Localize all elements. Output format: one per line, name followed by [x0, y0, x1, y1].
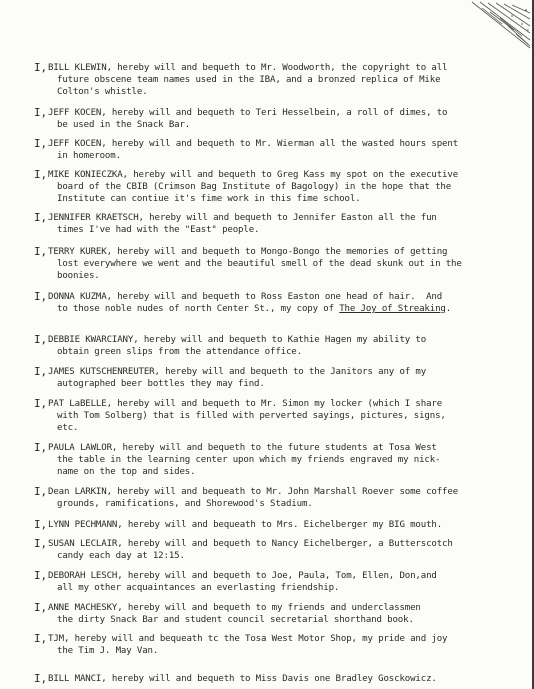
bequest-line: grounds, ramifications, and Shorewood's Stadium.: [57, 499, 313, 509]
bequest-text: [48, 212, 504, 236]
bequest-text: [48, 538, 504, 562]
bequest-entry: [34, 398, 504, 434]
bequest-text: [48, 673, 504, 685]
bequest-line: TJM, hereby will and bequeath tc the Tosa West Motor Shop, my pride and joy: [48, 634, 448, 644]
bequest-lead: I,: [34, 441, 47, 454]
bequest-entry: [34, 334, 504, 358]
bequest-line: SUSAN LECLAIR, hereby will and bequeth to Nancy Eichelberger, a Butterscotch: [48, 539, 453, 549]
bequest-entry: [34, 62, 504, 98]
bequest-line: Dean LARKIN, hereby will and bequeath to Mr. John Marshall Roever some coffee: [48, 487, 459, 497]
bequest-entry: [34, 538, 504, 562]
bequest-entry: [34, 138, 504, 162]
bequest-line: PAULA LAWLOR, hereby will and bequeth to the future students at Tosa West: [48, 443, 437, 453]
bequest-text: [48, 602, 504, 626]
bequest-text: [48, 107, 504, 131]
bequest-line: autographed beer bottles they may find.: [57, 379, 265, 389]
bequest-text: [48, 486, 504, 510]
bequest-line: DEBORAH LESCH, hereby will and bequeth to Joe, Paula, Tom, Ellen, Don,and: [48, 571, 437, 581]
bequest-lead: I,: [34, 168, 47, 181]
bequest-entry: [34, 246, 504, 282]
bequest-entry: [34, 107, 504, 131]
bequest-text: [48, 246, 504, 282]
bequest-line: with Tom Solberg) that is filled with perverted sayings, pictures, signs,: [57, 411, 446, 421]
bequest-line: the dirty Snack Bar and student council secretarial shorthand book.: [57, 615, 414, 625]
bequest-text: [48, 366, 504, 390]
bequest-text: [48, 570, 504, 594]
bequest-line: obtain green slips from the attendance office.: [57, 347, 302, 357]
bequest-text: [48, 398, 504, 434]
bequest-text: [48, 519, 504, 531]
bequest-lead: I,: [34, 137, 47, 150]
bequest-lead: I,: [34, 106, 47, 119]
scanned-corner-mark: [442, 0, 532, 70]
bequest-line: LYNN PECHMANN, hereby will and bequeath to Mrs. Eichelberger my BIG mouth.: [48, 520, 443, 530]
bequest-entry: [34, 442, 504, 478]
bequest-line: future obscene team names used in the IBA, and a bronzed replica of Mike: [57, 75, 441, 85]
bequest-lead: I,: [34, 672, 47, 685]
bequest-lead: I,: [34, 485, 47, 498]
bequest-line: JENNIFER KRAETSCH, hereby will and bequeth to Jennifer Easton all the fun: [48, 213, 437, 223]
bequest-line: Institute can contiue it's fime work in this fime school.: [57, 194, 361, 204]
bequest-lead: I,: [34, 518, 47, 531]
bequest-entry: [34, 212, 504, 236]
bequest-line: BILL MANCI, hereby will and bequeth to Miss Davis one Bradley Gosckowicz.: [48, 674, 437, 684]
bequest-text: [48, 169, 504, 205]
bequest-line: DEBBIE KWARCIANY, hereby will and bequeth to Kathie Hagen my ability to: [48, 335, 427, 345]
bequest-entry: [34, 169, 504, 205]
bequest-lead: I,: [34, 333, 47, 346]
bequest-line: PAT LaBELLE, hereby will and bequeth to Mr. Simon my locker (which I share: [48, 399, 443, 409]
bequest-text: [48, 291, 504, 315]
bequest-line: boonies.: [57, 271, 100, 281]
bequest-line: in homeroom.: [57, 151, 121, 161]
bequest-line: board of the CBIB (Crimson Bag Institute of Bagology) in the hope that the: [57, 182, 452, 192]
bequest-line: lost everywhere we went and the beautiful smell of the dead skunk out in the: [57, 259, 462, 269]
bequest-line: MIKE KONIECZKA, hereby will and bequeth to Greg Kass my spot on the executive: [48, 170, 459, 180]
bequest-entry: [34, 519, 504, 531]
bequest-line: JEFF KOCEN, hereby will and bequeth to Mr. Wierman all the wasted hours spent: [48, 139, 459, 149]
bequest-line: etc.: [57, 423, 79, 433]
bequest-entry: [34, 633, 504, 657]
bequest-line: all my other acquaintances an everlasting friendship.: [57, 583, 340, 593]
bequest-entry: [34, 486, 504, 510]
bequest-text: [48, 442, 504, 478]
bequest-text: [48, 334, 504, 358]
bequest-entry: [34, 570, 504, 594]
bequest-entry: [34, 291, 504, 315]
bequest-lead: I,: [34, 537, 47, 550]
trailing-period: .: [445, 304, 452, 314]
bequest-entry: [34, 602, 504, 626]
bequest-line: candy each day at 12:15.: [57, 551, 185, 561]
bequest-lead: I,: [34, 61, 47, 74]
bequest-lead: I,: [34, 211, 47, 224]
bequest-text: [48, 62, 504, 98]
bequest-text: [48, 633, 504, 657]
bequest-line: the table in the learning center upon which my friends engraved my nick-: [57, 455, 441, 465]
bequest-line: be used in the Snack Bar.: [57, 120, 191, 130]
bequest-line: to those noble nudes of north Center St., my copy of The Joy of Streaking.: [57, 304, 452, 314]
bequest-line: JEFF KOCEN, hereby will and bequeth to Teri Hesselbein, a roll of dimes, to: [48, 108, 448, 118]
bequest-line: BILL KLEWIN, hereby will and bequeth to Mr. Woodworth, the copyright to all: [48, 63, 448, 73]
bequest-lead: I,: [34, 245, 47, 258]
bequest-line: name on the top and sides.: [57, 467, 196, 477]
bequest-line: ANNE MACHESKY, hereby will and bequeth to my friends and underclassmen: [48, 603, 421, 613]
bequest-lead: I,: [34, 632, 47, 645]
bequest-lead: I,: [34, 397, 47, 410]
bequest-lead: I,: [34, 365, 47, 378]
bequest-entry: [34, 366, 504, 390]
bequest-lead: I,: [34, 601, 47, 614]
bequest-line: JAMES KUTSCHENREUTER, hereby will and bequeth to the Janitors any of my: [48, 367, 427, 377]
bequest-line: the Tim J. May Van.: [57, 646, 159, 656]
bequest-line: TERRY KUREK, hereby will and bequeth to Mongo-Bongo the memories of getting: [48, 247, 448, 257]
bequest-text: [48, 138, 504, 162]
bequest-line: Colton's whistle.: [57, 87, 148, 97]
bequest-lead: I,: [34, 569, 47, 582]
book-title: The Joy of Streaking: [339, 304, 446, 314]
bequest-line: times I've had with the "East" people.: [57, 225, 260, 235]
bequest-lead: I,: [34, 290, 47, 303]
bequest-entry: [34, 673, 504, 685]
bequest-line: DONNA KUZMA, hereby will and bequeth to Ross Easton one head of hair. And: [48, 292, 443, 302]
